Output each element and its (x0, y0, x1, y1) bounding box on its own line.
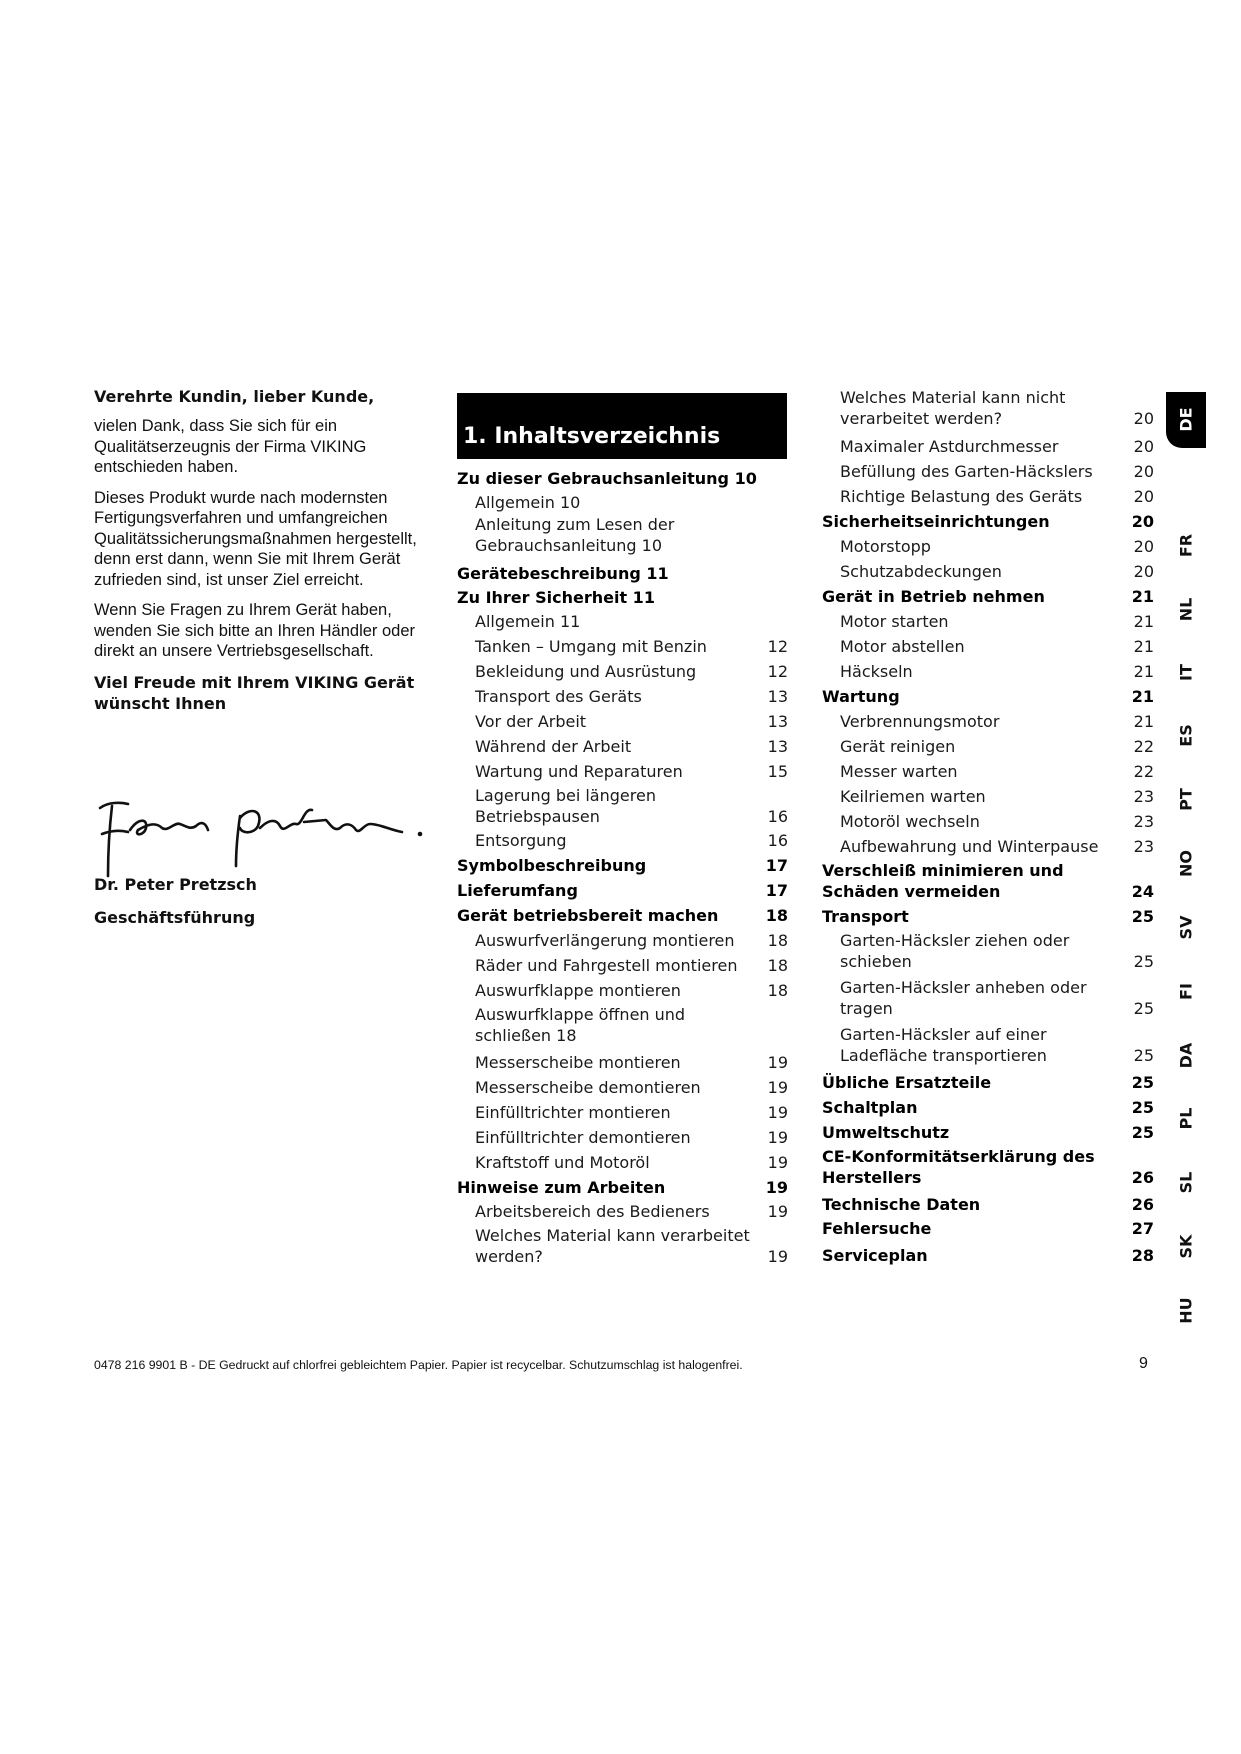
toc-entry-title: Übliche Ersatzteile (822, 1073, 992, 1092)
toc-entry-page: 16 (767, 807, 788, 826)
toc-entry-title: Zu dieser Gebrauchsanleitung 10 (457, 469, 757, 488)
toc-entry[interactable] (475, 661, 788, 682)
toc-entry-title: Umweltschutz (822, 1123, 950, 1142)
toc-entry-title: Welches Material kann nicht verarbeitet werden? (840, 388, 1066, 428)
signer-name: Dr. Peter Pretzsch (94, 875, 257, 894)
toc-entry-title: Welches Material kann verarbeitet werden? (475, 1226, 750, 1266)
toc-entry-title: Motor starten (840, 612, 949, 631)
toc-entry[interactable] (840, 1024, 1154, 1066)
language-tab-sv[interactable]: SV (1176, 915, 1196, 940)
language-tab-it[interactable]: IT (1176, 664, 1196, 681)
toc-entry[interactable] (475, 736, 788, 757)
toc-entry-page: 12 (767, 637, 788, 656)
letter-paragraph: vielen Dank, dass Sie sich für ein Qualitätserzeugnis der Firma VIKING entschieden haben. (94, 417, 367, 476)
toc-entry-page: 19 (767, 1128, 788, 1147)
letter-paragraph: Wenn Sie Fragen zu Ihrem Gerät haben, wenden Sie sich bitte an Ihren Händler oder direkt an unsere Vertriebsgesellschaft. (94, 601, 416, 660)
toc-entry-page: 28 (1131, 1246, 1154, 1265)
toc-entry-page: 19 (767, 1153, 788, 1172)
toc-entry-page: 25 (1133, 952, 1154, 971)
toc-entry[interactable] (822, 1097, 1154, 1118)
toc-entry-page: 26 (1131, 1195, 1154, 1214)
toc-entry-page: 15 (767, 762, 788, 781)
toc-entry-page: 19 (767, 1202, 788, 1221)
toc-entry-title: Lieferumfang (457, 881, 578, 900)
toc-entry[interactable] (475, 761, 788, 782)
toc-entry-page: 23 (1133, 787, 1154, 806)
toc-entry-title: Gerätebeschreibung 11 (457, 564, 669, 583)
toc-entry[interactable] (475, 711, 788, 732)
toc-entry[interactable] (457, 855, 788, 876)
welcome-letter (94, 386, 424, 724)
language-tab-sk[interactable]: SK (1176, 1234, 1196, 1259)
toc-entry-title: Entsorgung (475, 831, 567, 850)
toc-entry-title: Transport des Geräts (475, 687, 642, 706)
toc-entry-title: Zu Ihrer Sicherheit 11 (457, 588, 655, 607)
toc-entry[interactable] (822, 1245, 1154, 1266)
toc-entry[interactable] (840, 811, 1154, 832)
toc-entry-title: Motorstopp (840, 537, 931, 556)
language-tab-es[interactable]: ES (1176, 724, 1196, 747)
toc-entry-title: Wartung und Reparaturen (475, 762, 683, 781)
toc-entry[interactable] (457, 587, 788, 608)
toc-entry-title: Serviceplan (822, 1246, 928, 1265)
toc-entry-title: Anleitung zum Lesen der Gebrauchsanleitung 10 (475, 515, 675, 555)
toc-entry-page: 20 (1131, 512, 1154, 531)
toc-entry-title: Einfülltrichter montieren (475, 1103, 671, 1122)
toc-entry[interactable] (475, 785, 788, 827)
toc-entry-page: 18 (767, 981, 788, 1000)
toc-entry-title: Lagerung bei längeren Betriebspausen (475, 786, 656, 826)
toc-entry-page: 23 (1133, 837, 1154, 856)
toc-entry[interactable] (840, 786, 1154, 807)
toc-entry[interactable] (457, 1177, 788, 1198)
page-number: 9 (1139, 1355, 1148, 1372)
toc-entry-page: 19 (765, 1178, 788, 1197)
toc-entry[interactable] (840, 711, 1154, 732)
toc-entry[interactable] (475, 1201, 788, 1222)
toc-entry[interactable] (475, 1004, 788, 1046)
toc-entry-title: Während der Arbeit (475, 737, 632, 756)
toc-entry[interactable] (840, 486, 1154, 507)
toc-entry-title: Häckseln (840, 662, 913, 681)
toc-entry-page: 20 (1133, 487, 1154, 506)
toc-entry-title: CE-Konformitätserklärung des Herstellers (822, 1147, 1095, 1187)
toc-entry-page: 21 (1133, 612, 1154, 631)
toc-entry[interactable] (475, 1152, 788, 1173)
toc-entry-title: Messerscheibe demontieren (475, 1078, 701, 1097)
toc-entry-title: Gerät betriebsbereit machen (457, 906, 719, 925)
toc-entry-page: 20 (1133, 537, 1154, 556)
toc-entry-title: Aufbewahrung und Winterpause (840, 837, 1099, 856)
toc-entry-page: 25 (1131, 1123, 1154, 1142)
toc-entry[interactable] (840, 611, 1154, 632)
toc-entry[interactable] (475, 611, 788, 632)
language-tab-pt[interactable]: PT (1176, 788, 1196, 811)
toc-entry[interactable] (475, 1127, 788, 1148)
toc-entry-page: 22 (1133, 762, 1154, 781)
toc-entry-title: Messer warten (840, 762, 958, 781)
toc-entry-title: Messerscheibe montieren (475, 1053, 681, 1072)
toc-entry-page: 20 (1133, 562, 1154, 581)
language-tab-nl[interactable]: NL (1176, 597, 1196, 622)
toc-entry-title: Verschleiß minimieren und Schäden vermeiden (822, 861, 1064, 901)
toc-entry-page: 21 (1133, 712, 1154, 731)
language-tab-fr[interactable]: FR (1176, 533, 1196, 558)
toc-entry-page: 25 (1133, 999, 1154, 1018)
letter-greeting: Verehrte Kundin, lieber Kunde, (94, 387, 375, 406)
toc-entry[interactable] (475, 492, 788, 513)
toc-entry[interactable] (822, 1218, 1154, 1239)
toc-entry[interactable] (822, 1122, 1154, 1143)
toc-entry-title: Gerät in Betrieb nehmen (822, 587, 1045, 606)
toc-entry-title: Allgemein 10 (475, 493, 581, 512)
toc-entry-page: 18 (765, 906, 788, 925)
toc-entry-title: Motor abstellen (840, 637, 965, 656)
toc-entry[interactable] (840, 436, 1154, 457)
toc-entry[interactable] (475, 686, 788, 707)
toc-entry-page: 21 (1131, 587, 1154, 606)
toc-entry[interactable] (822, 1072, 1154, 1093)
toc-entry-page: 19 (767, 1103, 788, 1122)
toc-entry-title: Symbolbeschreibung (457, 856, 647, 875)
toc-entry-title: Sicherheitseinrichtungen (822, 512, 1050, 531)
language-tab-pl[interactable]: PL (1176, 1107, 1196, 1130)
toc-entry-page: 22 (1133, 737, 1154, 756)
toc-entry[interactable] (822, 906, 1154, 927)
toc-entry[interactable] (475, 514, 788, 556)
toc-entry[interactable] (822, 511, 1154, 532)
toc-entry-title: Allgemein 11 (475, 612, 581, 631)
letter-paragraph: Dieses Produkt wurde nach modernsten Fertigungsverfahren und umfangreichen Qualitätssicherungsmaßnahmen hergestellt, denn erst dann, wenn Sie mit Ihrem Gerät zufrieden sind, ist unser Ziel erreicht. (94, 488, 417, 589)
toc-entry-page: 18 (767, 931, 788, 950)
toc-entry-title: Auswurfklappe öffnen und schließen 18 (475, 1005, 686, 1045)
toc-entry-page: 24 (1131, 882, 1154, 901)
toc-entry[interactable] (840, 636, 1154, 657)
toc-entry-page: 19 (767, 1078, 788, 1097)
toc-entry[interactable] (822, 1194, 1154, 1215)
toc-entry[interactable] (475, 830, 788, 851)
toc-entry[interactable] (475, 980, 788, 1001)
toc-entry[interactable] (475, 930, 788, 951)
toc-entry-title: Befüllung des Garten-Häckslers (840, 462, 1093, 481)
toc-entry-title: Auswurfklappe montieren (475, 981, 681, 1000)
toc-entry-page: 25 (1131, 1073, 1154, 1092)
toc-entry-title: Bekleidung und Ausrüstung (475, 662, 697, 681)
toc-entry-title: Räder und Fahrgestell montieren (475, 956, 738, 975)
toc-entry-page: 23 (1133, 812, 1154, 831)
toc-entry[interactable] (840, 387, 1154, 429)
toc-entry-title: Motoröl wechseln (840, 812, 980, 831)
toc-entry-title: Einfülltrichter demontieren (475, 1128, 691, 1147)
language-tab-hu[interactable]: HU (1176, 1297, 1196, 1324)
toc-entry-page: 25 (1133, 1046, 1154, 1065)
toc-entry[interactable] (475, 1225, 788, 1267)
toc-entry-page: 18 (767, 956, 788, 975)
toc-entry[interactable] (457, 905, 788, 926)
toc-entry-page: 19 (767, 1053, 788, 1072)
toc-entry-page: 13 (767, 687, 788, 706)
toc-entry-page: 20 (1133, 409, 1154, 428)
toc-entry-title: Vor der Arbeit (475, 712, 587, 731)
toc-entry[interactable] (840, 561, 1154, 582)
toc-entry-title: Schaltplan (822, 1098, 918, 1117)
toc-entry[interactable] (840, 536, 1154, 557)
toc-entry-title: Maximaler Astdurchmesser (840, 437, 1059, 456)
toc-entry[interactable] (475, 955, 788, 976)
toc-entry-page: 16 (767, 831, 788, 850)
toc-entry-page: 27 (1131, 1219, 1154, 1238)
toc-entry[interactable] (457, 880, 788, 901)
toc-entry-page: 17 (765, 856, 788, 875)
toc-entry-title: Technische Daten (822, 1195, 981, 1214)
toc-entry[interactable] (475, 1052, 788, 1073)
toc-entry-page: 20 (1133, 437, 1154, 456)
language-tab-de[interactable]: DE (1176, 407, 1196, 432)
toc-entry-title: Transport (822, 907, 909, 926)
toc-entry[interactable] (822, 1146, 1154, 1188)
toc-entry[interactable] (840, 761, 1154, 782)
print-note: 0478 216 9901 B - DE Gedruckt auf chlorfrei gebleichtem Papier. Papier ist recycelbar. Schutzumschlag ist halogenfrei. (94, 1358, 743, 1372)
toc-entry-title: Garten-Häcksler ziehen oder schieben (840, 931, 1070, 971)
toc-entry[interactable] (840, 977, 1154, 1019)
toc-entry-page: 26 (1131, 1168, 1154, 1187)
toc-entry-title: Hinweise zum Arbeiten (457, 1178, 666, 1197)
toc-entry-page: 17 (765, 881, 788, 900)
language-tab-da[interactable]: DA (1176, 1042, 1196, 1069)
toc-entry[interactable] (457, 563, 788, 584)
toc-entry-title: Wartung (822, 687, 900, 706)
toc-entry-title: Gerät reinigen (840, 737, 956, 756)
toc-entry[interactable] (475, 1102, 788, 1123)
toc-entry[interactable] (840, 461, 1154, 482)
toc-entry-title: Auswurfverlängerung montieren (475, 931, 735, 950)
toc-entry-page: 13 (767, 712, 788, 731)
language-tab-sl[interactable]: SL (1176, 1171, 1196, 1194)
language-tab-no[interactable]: NO (1176, 850, 1196, 877)
toc-entry-title: Kraftstoff und Motoröl (475, 1153, 650, 1172)
letter-closing: Viel Freude mit Ihrem VIKING Gerät wünscht Ihnen (94, 672, 415, 713)
toc-entry[interactable] (840, 930, 1154, 972)
toc-entry-page: 20 (1133, 462, 1154, 481)
toc-entry[interactable] (475, 1077, 788, 1098)
toc-entry-title: Tanken – Umgang mit Benzin (475, 637, 707, 656)
toc-entry-title: Schutzabdeckungen (840, 562, 1002, 581)
toc-entry-title: Garten-Häcksler anheben oder tragen (840, 978, 1087, 1018)
toc-entry-page: 25 (1131, 907, 1154, 926)
toc-heading: 1. Inhaltsverzeichnis (457, 393, 787, 459)
toc-entry-title: Keilriemen warten (840, 787, 986, 806)
signature-image (90, 778, 430, 878)
toc-entry[interactable] (475, 636, 788, 657)
toc-entry[interactable] (840, 661, 1154, 682)
toc-entry-page: 21 (1133, 637, 1154, 656)
toc-entry-title: Garten-Häcksler auf einer Ladefläche transportieren (840, 1025, 1047, 1065)
toc-entry[interactable] (822, 860, 1154, 902)
toc-entry-title: Verbrennungsmotor (840, 712, 1000, 731)
toc-entry-page: 19 (767, 1247, 788, 1266)
toc-entry-page: 21 (1133, 662, 1154, 681)
toc-entry[interactable] (840, 736, 1154, 757)
toc-entry-title: Arbeitsbereich des Bedieners (475, 1202, 710, 1221)
toc-entry[interactable] (457, 468, 788, 489)
toc-entry-page: 13 (767, 737, 788, 756)
toc-entry[interactable] (822, 586, 1154, 607)
signer-role: Geschäftsführung (94, 908, 256, 927)
toc-entry-page: 12 (767, 662, 788, 681)
toc-entry[interactable] (822, 686, 1154, 707)
toc-entry[interactable] (840, 836, 1154, 857)
toc-entry-title: Richtige Belastung des Geräts (840, 487, 1083, 506)
toc-entry-page: 21 (1131, 687, 1154, 706)
toc-entry-title: Fehlersuche (822, 1219, 932, 1238)
language-tab-fi[interactable]: FI (1176, 983, 1196, 1000)
toc-entry-page: 25 (1131, 1098, 1154, 1117)
